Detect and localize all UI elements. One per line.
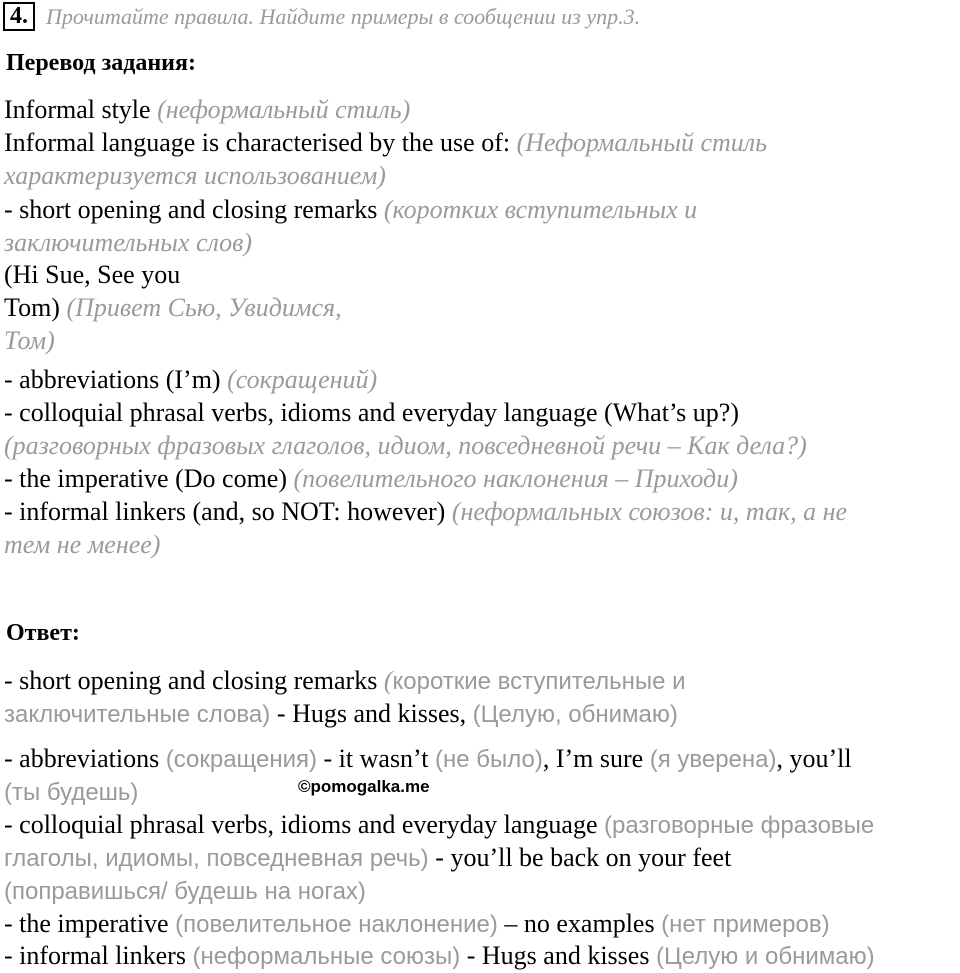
answer-line: глаголы, идиомы, повседневная речь) - you’ll be back on your feet (4, 843, 732, 872)
answer-line: - the imperative (повелительное наклонение) – no examples (нет примеров) (4, 909, 830, 938)
translation-line: - informal linkers (and, so NOT: however) (неформальных союзов: и, так, а не (4, 497, 848, 526)
translation-line: - short opening and closing remarks (коротких вступительных и (4, 195, 698, 224)
answer-line: (поправишься/ будешь на ногах) (4, 878, 366, 905)
answer-line: заключительные слова) - Hugs and kisses, (Целую, обнимаю) (4, 699, 678, 728)
translation-heading: Перевод задания: (6, 50, 196, 76)
translation-line: - abbreviations (I’m) (сокращений) (4, 365, 378, 394)
answer-line: - colloquial phrasal verbs, idioms and everyday language (разговорные фразовые (4, 810, 875, 839)
translation-line: заключительных слов) (4, 228, 253, 257)
answer-line: - short opening and closing remarks (короткие вступительные и (4, 666, 686, 695)
watermark: ©pomogalka.me (298, 777, 430, 796)
task-text: Прочитайте правила. Найдите примеры в сообщении из упр.3. (46, 4, 641, 29)
translation-line: Informal language is characterised by the use of: (Неформальный стиль (4, 128, 767, 157)
translation-line: - the imperative (Do come) (повелительного наклонения – Приходи) (4, 464, 738, 493)
translation-line: характеризуется использованием) (4, 161, 386, 190)
translation-line: (Hi Sue, See you (4, 260, 181, 289)
translation-line: тем не менее) (4, 530, 161, 559)
answer-line: - abbreviations (сокращения) - it wasn’t (не было), I’m sure (я уверена), you’ll (4, 744, 852, 773)
answer-heading: Ответ: (6, 620, 80, 646)
translation-line: Том) (4, 326, 55, 355)
exercise-number: 4. (3, 2, 35, 31)
answer-line: - informal linkers (неформальные союзы) - Hugs and kisses (Целую и обнимаю) (4, 941, 875, 970)
translation-line: Informal style (неформальный стиль) (4, 95, 411, 124)
translation-line: (разговорных фразовых глаголов, идиом, повседневной речи – Как дела?) (4, 431, 807, 460)
translation-line: Tom) (Привет Сью, Увидимся, (4, 293, 342, 322)
translation-line: - colloquial phrasal verbs, idioms and everyday language (What’s up?) (4, 398, 739, 427)
answer-line: (ты будешь) (4, 779, 139, 806)
